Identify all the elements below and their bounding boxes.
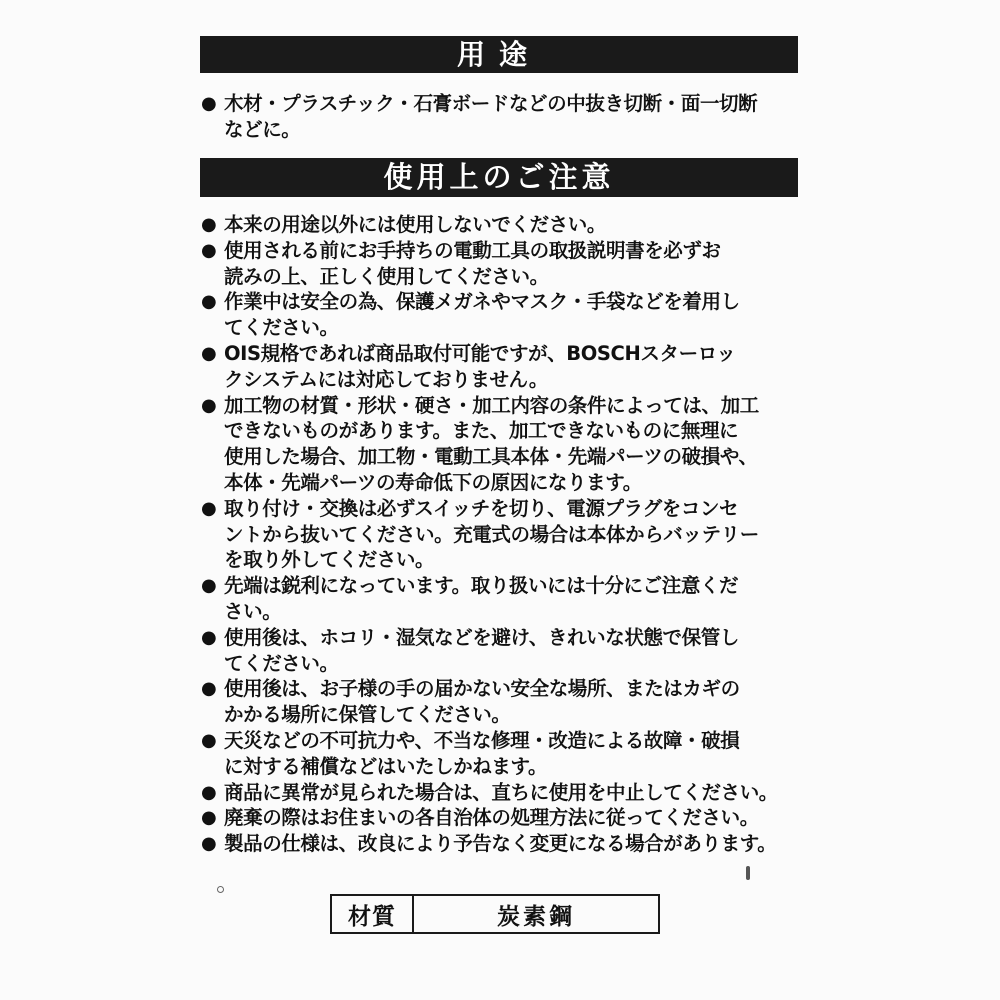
bullet-icon: ● <box>201 93 217 114</box>
caution-item <box>200 341 804 393</box>
paper-speck <box>746 866 750 880</box>
caution-item <box>200 780 804 806</box>
caution-item-text: 使用後は、お子様の手の届かない安全な場所、またはカギの かかる場所に保管してください。 <box>224 677 740 727</box>
paper-speck <box>217 886 224 893</box>
bullet-icon: ● <box>201 833 217 855</box>
caution-heading: 使用上のご注意 <box>200 158 798 197</box>
bullet-icon: ● <box>201 394 217 416</box>
caution-item-text: 使用後は、ホコリ・湿気などを避け、きれいな状態で保管し てください。 <box>224 625 739 675</box>
caution-item-text: 天災などの不可抗力や、不当な修理・改造による故障・破損 に対する補償などはいたしかねます。 <box>224 728 740 778</box>
usage-list <box>200 91 804 143</box>
bullet-icon: ● <box>201 807 217 829</box>
bullet-icon: ● <box>201 342 217 364</box>
caution-item <box>200 393 804 496</box>
caution-item-text: 商品に異常が見られた場合は、直ちに使用を中止してください。 <box>224 780 778 804</box>
usage-item-text: 木材・プラスチック・石膏ボードなどの中抜き切断・面一切断 などに。 <box>224 92 758 141</box>
caution-item <box>200 805 804 831</box>
bullet-icon: ● <box>201 239 217 261</box>
caution-item <box>200 573 804 625</box>
usage-heading: 用途 <box>200 36 798 73</box>
bullet-icon: ● <box>201 214 217 235</box>
bullet-icon: ● <box>201 678 217 700</box>
caution-list <box>200 212 804 857</box>
caution-item <box>200 625 804 677</box>
caution-item-text: OIS規格であれば商品取付可能ですが、BOSCHスターロッ クシステムには対応しておりません。 <box>224 341 736 391</box>
caution-item <box>200 496 804 573</box>
caution-item-text: 加工物の材質・形状・硬さ・加工内容の条件によっては、加工 できないものがあります。また、加工できないものに無理に 使用した場合、加工物・電動工具本体・先端パーツの破損や、 本体・先端パーツの寿命低下の原因になります。 <box>224 393 759 494</box>
caution-item-text: 取り付け・交換は必ずスイッチを切り、電源プラグをコンセ ントから抜いてください。充電式の場合は本体からバッテリー を取り外してください。 <box>224 496 759 572</box>
caution-item <box>200 238 804 290</box>
bullet-icon: ● <box>201 729 217 751</box>
caution-item-text: 製品の仕様は、改良により予告なく変更になる場合があります。 <box>224 832 777 856</box>
caution-item-text: 先端は鋭利になっています。取り扱いには十分にご注意くだ さい。 <box>224 574 739 623</box>
bullet-icon: ● <box>201 291 217 313</box>
caution-item-text: 本来の用途以外には使用しないでください。 <box>224 213 607 236</box>
material-label: 材質 <box>332 896 414 932</box>
caution-item <box>200 831 804 857</box>
caution-item-text: 廃棄の際はお住まいの各自治体の処理方法に従ってください。 <box>224 806 759 830</box>
bullet-icon: ● <box>201 781 217 803</box>
caution-item-text: 作業中は安全の為、保護メガネやマスク・手袋などを着用し てください。 <box>224 290 740 340</box>
caution-item <box>200 676 804 728</box>
material-spec-table <box>330 894 660 934</box>
usage-item <box>200 91 804 143</box>
bullet-icon: ● <box>201 626 217 648</box>
material-value: 炭素鋼 <box>497 903 575 930</box>
bullet-icon: ● <box>201 497 217 519</box>
caution-item <box>200 212 804 238</box>
caution-item-text: 使用される前にお手持ちの電動工具の取扱説明書を必ずお 読みの上、正しく使用してください。 <box>224 238 721 288</box>
caution-item <box>200 728 804 780</box>
bullet-icon: ● <box>201 575 217 597</box>
caution-item <box>200 289 804 341</box>
